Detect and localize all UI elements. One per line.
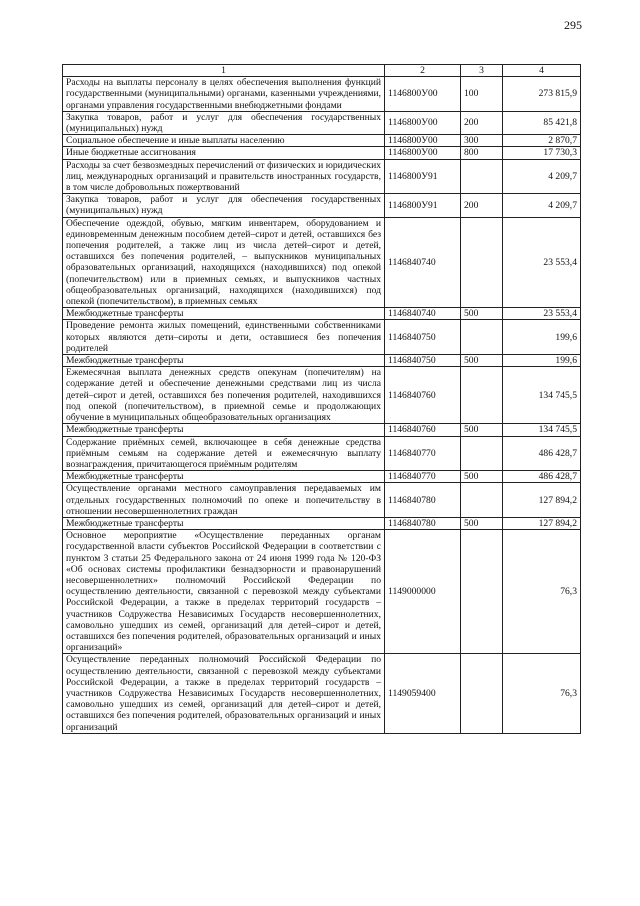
row-target-code: 1146800У00: [385, 77, 461, 112]
row-amount: 199,6: [503, 320, 581, 355]
row-description: Межбюджетные трансферты: [63, 308, 385, 320]
row-description: Ежемесячная выплата денежных средств опекунам (попечителям) на содержание детей и обеспечение денежными средствами лиц из числа детей–сирот и детей, оставшихся без попечения родителей, находившихся под опекой (попечительством), в приемной семье и продолжающих обучение в муниципальных общеобразовательных организациях: [63, 367, 385, 424]
row-target-code: 1146840780: [385, 483, 461, 518]
row-amount: 4 209,7: [503, 194, 581, 217]
row-expense-type: 500: [461, 471, 503, 483]
row-description: Расходы на выплаты персоналу в целях обеспечения выполнения функций государственными (муниципальными) органами, казенными учреждениями, органами управления государственными внебюджетными фондами: [63, 77, 385, 112]
row-description: Содержание приёмных семей, включающее в себя денежные средства приёмным семьям на содержание детей и ежемесячную выплату вознаграждения, причитающегося приёмным родителям: [63, 436, 385, 471]
table-row: [63, 654, 581, 733]
row-description: Иные бюджетные ассигнования: [63, 147, 385, 159]
table-row: [63, 517, 581, 529]
table-row: [63, 320, 581, 355]
row-target-code: 1146840780: [385, 517, 461, 529]
row-description: Закупка товаров, работ и услуг для обеспечения государственных (муниципальных) нужд: [63, 194, 385, 217]
table-row: [63, 111, 581, 134]
row-description: Обеспечение одеждой, обувью, мягким инвентарем, оборудованием и единовременным денежным пособием детей–сирот и детей, оставшихся без попечения родителей, а также лиц из числа детей–сирот и детей, оставшихся без попечения родителей, – выпускников муниципальных образовательных организаций, находящихся (находившихся) под опекой (попечительством) или в приемных семьях, и выпускников частных общеобразовательных организаций, находящихся (находившихся) под опекой (попечительством), в приемных семьях: [63, 217, 385, 308]
row-description: Проведение ремонта жилых помещений, единственными собственниками которых являются дети–сироты и дети, оставшиеся без попечения родителей: [63, 320, 385, 355]
row-expense-type: [461, 483, 503, 518]
row-amount: 134 745,5: [503, 367, 581, 424]
row-amount: 76,3: [503, 530, 581, 654]
row-target-code: 1146800У00: [385, 135, 461, 147]
row-target-code: 1146840740: [385, 217, 461, 308]
row-description: Осуществление органами местного самоуправления передаваемых им отдельных государственных полномочий по опеке и попечительству в отношении несовершеннолетних граждан: [63, 483, 385, 518]
table-row: [63, 530, 581, 654]
row-amount: 127 894,2: [503, 483, 581, 518]
row-expense-type: 500: [461, 424, 503, 436]
table-row: [63, 355, 581, 367]
row-amount: 23 553,4: [503, 217, 581, 308]
row-description: Межбюджетные трансферты: [63, 355, 385, 367]
row-expense-type: [461, 654, 503, 733]
row-target-code: 1146840750: [385, 355, 461, 367]
budget-table: [62, 64, 581, 734]
row-description: Расходы за счет безвозмездных перечислений от физических и юридических лиц, международных организаций и правительств иностранных государств, в том числе добровольных пожертвований: [63, 159, 385, 194]
table-header-row: [63, 65, 581, 77]
row-amount: 17 730,3: [503, 147, 581, 159]
row-expense-type: 800: [461, 147, 503, 159]
row-amount: 4 209,7: [503, 159, 581, 194]
page-number: 295: [564, 18, 582, 32]
row-expense-type: 200: [461, 111, 503, 134]
table-row: [63, 194, 581, 217]
row-amount: 134 745,5: [503, 424, 581, 436]
row-description: Социальное обеспечение и иные выплаты населению: [63, 135, 385, 147]
row-expense-type: 500: [461, 355, 503, 367]
table-row: [63, 308, 581, 320]
row-amount: 85 421,8: [503, 111, 581, 134]
row-expense-type: 500: [461, 308, 503, 320]
row-amount: 486 428,7: [503, 471, 581, 483]
row-expense-type: [461, 436, 503, 471]
row-description: Межбюджетные трансферты: [63, 424, 385, 436]
row-amount: 127 894,2: [503, 517, 581, 529]
row-description: Основное мероприятие «Осуществление переданных органам государственной власти субъектов Российской Федерации в соответствии с пунктом 3 статьи 25 Федерального закона от 24 июня 1999 года № 120-ФЗ «Об основах системы профилактики безнадзорности и правонарушений несовершеннолетних» полномочий Российской Федерации по осуществлению деятельности, связанной с перевозкой между субъектами Российской Федерации, а также в пределах территорий государств – участников Содружества Независимых Государств несовершеннолетних, самовольно ушедших из семей, организаций для детей–сирот и детей, оставшихся без попечения родителей, образовательных организаций и иных организаций»: [63, 530, 385, 654]
row-target-code: 1146800У91: [385, 159, 461, 194]
table-row: [63, 147, 581, 159]
row-expense-type: 100: [461, 77, 503, 112]
row-amount: 2 870,7: [503, 135, 581, 147]
row-description: Закупка товаров, работ и услуг для обеспечения государственных (муниципальных) нужд: [63, 111, 385, 134]
row-expense-type: [461, 159, 503, 194]
row-target-code: 1146840770: [385, 436, 461, 471]
column-header-3: 3: [461, 65, 503, 77]
row-expense-type: [461, 530, 503, 654]
table-row: [63, 471, 581, 483]
row-target-code: 1146800У91: [385, 194, 461, 217]
column-header-2: 2: [385, 65, 461, 77]
row-expense-type: 500: [461, 517, 503, 529]
row-amount: 486 428,7: [503, 436, 581, 471]
row-target-code: 1146840760: [385, 424, 461, 436]
table-row: [63, 424, 581, 436]
row-target-code: 1146840740: [385, 308, 461, 320]
table-row: [63, 159, 581, 194]
table-row: [63, 483, 581, 518]
table-row: [63, 217, 581, 308]
row-expense-type: [461, 320, 503, 355]
table-row: [63, 135, 581, 147]
row-expense-type: [461, 367, 503, 424]
table-body: [63, 77, 581, 734]
row-target-code: 1146840750: [385, 320, 461, 355]
row-description: Межбюджетные трансферты: [63, 517, 385, 529]
row-target-code: 1146800У00: [385, 111, 461, 134]
row-target-code: 1149000000: [385, 530, 461, 654]
row-target-code: 1146800У00: [385, 147, 461, 159]
row-expense-type: [461, 217, 503, 308]
row-amount: 273 815,9: [503, 77, 581, 112]
row-target-code: 1149059400: [385, 654, 461, 733]
row-expense-type: 200: [461, 194, 503, 217]
row-expense-type: 300: [461, 135, 503, 147]
row-amount: 23 553,4: [503, 308, 581, 320]
table-row: [63, 77, 581, 112]
row-amount: 199,6: [503, 355, 581, 367]
row-amount: 76,3: [503, 654, 581, 733]
table-row: [63, 367, 581, 424]
table-row: [63, 436, 581, 471]
row-target-code: 1146840760: [385, 367, 461, 424]
row-description: Межбюджетные трансферты: [63, 471, 385, 483]
row-description: Осуществление переданных полномочий Российской Федерации по осуществлению деятельности, связанной с перевозкой между субъектами Российской Федерации, а также в пределах территорий государств – участников Содружества Независимых Государств несовершеннолетних, самовольно ушедших из семей, организаций для детей–сирот и детей, оставшихся без попечения родителей, образовательных организаций и иных организаций: [63, 654, 385, 733]
column-header-1: 1: [63, 65, 385, 77]
column-header-4: 4: [503, 65, 581, 77]
row-target-code: 1146840770: [385, 471, 461, 483]
